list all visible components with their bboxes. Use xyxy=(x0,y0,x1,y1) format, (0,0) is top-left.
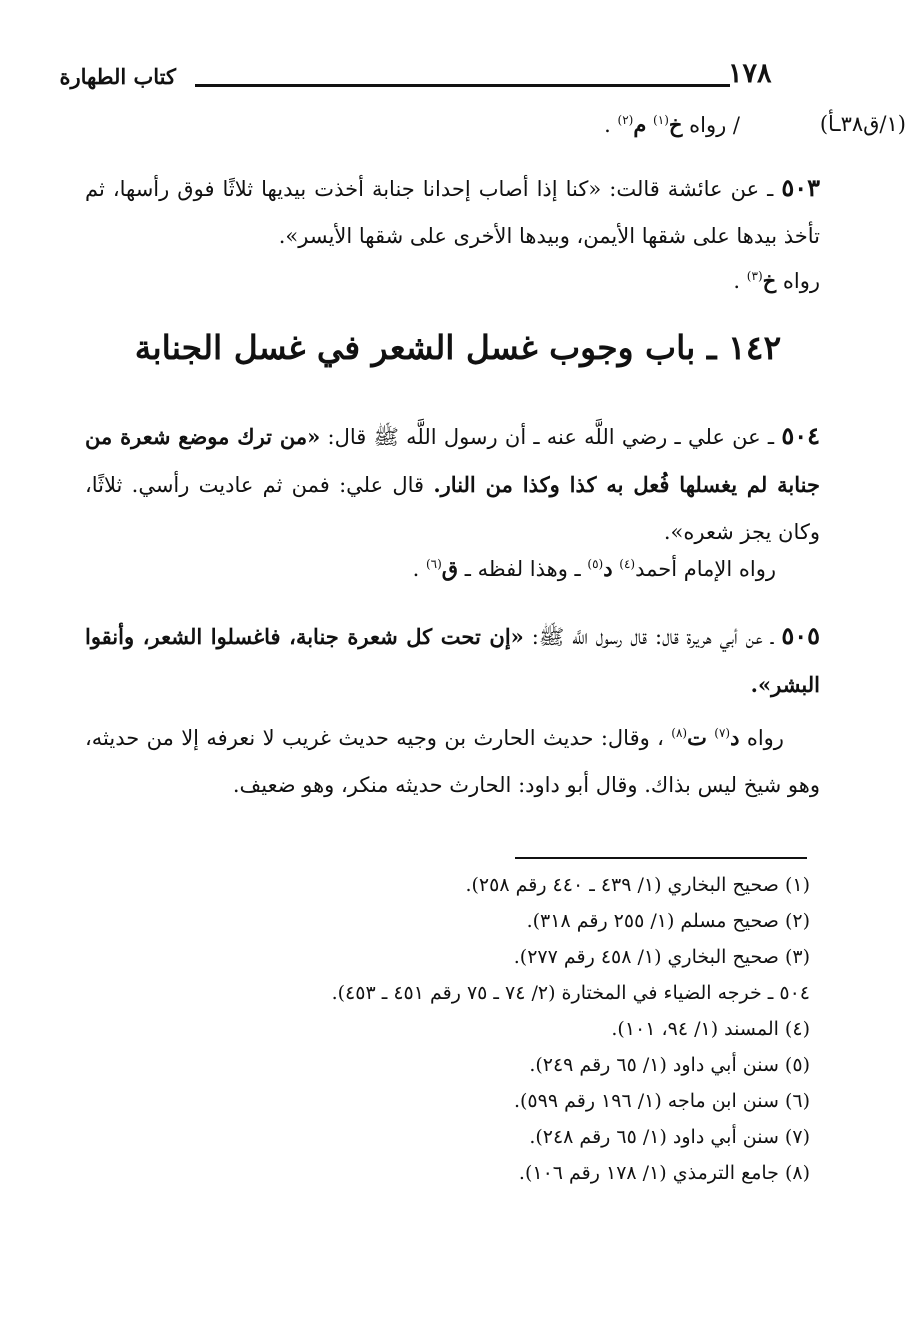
footnote: (٥) سنن أبي داود (١/ ٦٥ رقم ٢٤٩). xyxy=(529,1054,810,1076)
t-code: ت xyxy=(687,725,707,750)
footnote-marker-3: (٣) xyxy=(746,269,763,283)
hadith-503-reference xyxy=(733,268,820,293)
d-code: د xyxy=(730,725,740,750)
ref-text-b: ـ وهذا لفظه ـ xyxy=(464,557,581,581)
commentary-text: ، وقال: حديث الحارث بن وجيه حديث غريب لا نعرفه إلا من حديثه، وهو شيخ ليس بذاك. وقال أبو داود: الحارث حديثه منكر، وهو ضعيف. xyxy=(85,726,820,797)
hadith-504-intro: ـ عن علي ـ رضي اللَّه عنه ـ أن رسول اللَّه ﷺ قال: xyxy=(327,425,775,449)
hadith-504-rest: قال علي: فمن ثم عاديت رأسي. ثلاثًا، وكان يجز شعره». xyxy=(85,473,820,544)
m-code: م xyxy=(633,112,647,137)
header-rule xyxy=(195,84,730,87)
hadith-505-text: «إن تحت كل شعرة جنابة، فاغسلوا الشعر، وأنقوا البشر». xyxy=(85,624,820,697)
d-code: د xyxy=(603,556,613,581)
hadith-505-commentary xyxy=(85,710,820,809)
footnote: ٥٠٤ ـ خرجه الضياء في المختارة (٢/ ٧٤ ـ ٧٥ رقم ٤٥١ ـ ٤٥٣). xyxy=(331,982,810,1004)
hadith-503-text: ـ عن عائشة قالت: «كنا إذا أصاب إحدانا جنابة أخذت بيديها ثلاثًا فوق رأسها، ثم تأخذ بيدها على شقها الأيمن، وبيدها الأخرى على شقها الأيسر». xyxy=(85,177,820,248)
rawah-text: رواه xyxy=(782,269,820,293)
page-number: ١٧٨ xyxy=(728,58,772,89)
top-ref-line xyxy=(604,112,740,137)
kh-code: خ xyxy=(668,112,683,137)
footnote-marker-2: (٢) xyxy=(617,113,634,127)
footnote-marker-6: (٦) xyxy=(425,557,442,571)
ref-text-a: رواه الإمام أحمد xyxy=(635,557,776,581)
footnote-marker-7: (٧) xyxy=(714,726,731,740)
q-code: ق xyxy=(441,556,459,581)
footnote: (٣) صحيح البخاري (١/ ٤٥٨ رقم ٢٧٧). xyxy=(513,946,810,968)
footnote: (٧) سنن أبي داود (١/ ٦٥ رقم ٢٤٨). xyxy=(529,1126,810,1148)
kh-code: خ xyxy=(762,268,777,293)
footnote: (٨) جامع الترمذي (١/ ١٧٨ رقم ١٠٦). xyxy=(518,1162,810,1184)
chapter-heading: ١٤٢ ـ باب وجوب غسل الشعر في غسل الجنابة xyxy=(134,328,782,367)
hadith-504-text: «من ترك موضع شعرة من جنابة لم يغسلها فُعل به كذا وكذا من النار. xyxy=(85,424,820,497)
ref-end: . xyxy=(412,557,420,581)
manuscript-ref: (١/ق٣٨ـأ) xyxy=(819,112,906,136)
rawah-text: / رواه xyxy=(689,113,740,137)
book-title: كتاب الطهارة xyxy=(59,64,176,89)
hadith-number-503: ٥٠٣ xyxy=(781,173,820,202)
rawah-text: رواه xyxy=(746,726,784,750)
hadith-505 xyxy=(85,612,820,709)
hadith-505-intro: ـ عن أبي هريرة قال: قال رسول اللَّه ﷺ: xyxy=(531,625,774,649)
ref-end: . xyxy=(733,269,741,293)
hadith-number-505: ٥٠٥ xyxy=(781,621,820,650)
hadith-503 xyxy=(85,164,820,260)
footnote-marker-5: (٥) xyxy=(587,557,604,571)
hadith-504 xyxy=(85,412,820,556)
footnote-rule xyxy=(515,857,807,859)
footnote-marker-4: (٤) xyxy=(619,557,636,571)
footnote-marker-8: (٨) xyxy=(671,726,688,740)
footnote: (١) صحيح البخاري (١/ ٤٣٩ ـ ٤٤٠ رقم ٢٥٨). xyxy=(465,874,810,896)
footnote: (٢) صحيح مسلم (١/ ٢٥٥ رقم ٣١٨). xyxy=(526,910,810,932)
top-ref-end: . xyxy=(604,113,611,137)
hadith-number-504: ٥٠٤ xyxy=(781,421,820,450)
footnote: (٤) المسند (١/ ٩٤، ١٠١). xyxy=(611,1018,810,1040)
footnote: (٦) سنن ابن ماجه (١/ ١٩٦ رقم ٥٩٩). xyxy=(513,1090,810,1112)
footnote-marker-1: (١) xyxy=(653,113,669,127)
hadith-504-reference xyxy=(413,556,776,581)
